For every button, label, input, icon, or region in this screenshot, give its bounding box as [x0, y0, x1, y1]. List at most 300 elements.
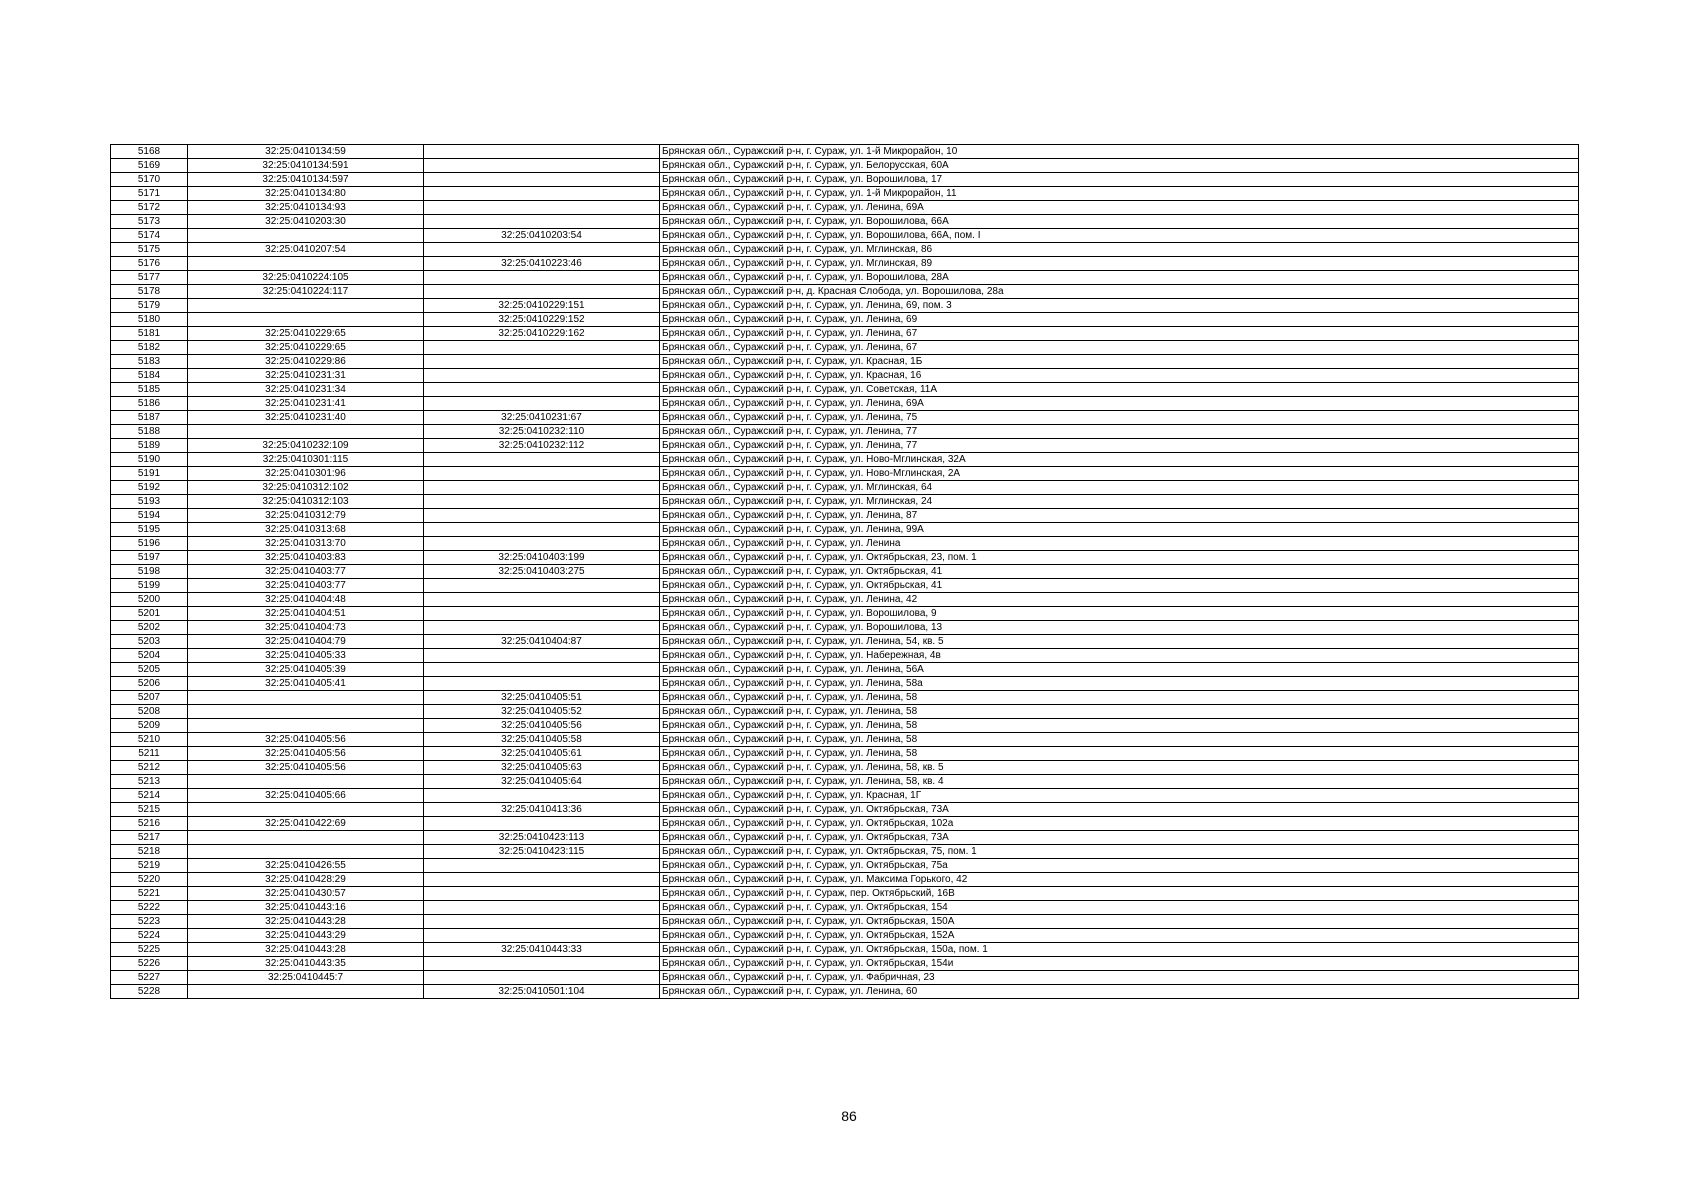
related-cadastral-number-cell	[424, 467, 660, 481]
cadastral-number-cell: 32:25:0410426:55	[188, 859, 424, 873]
related-cadastral-number-cell	[424, 355, 660, 369]
address-cell: Брянская обл., Суражский р-н, г. Сураж, ул. Ворошилова, 9	[660, 607, 1579, 621]
related-cadastral-number-cell: 32:25:0410405:63	[424, 761, 660, 775]
table-row	[111, 453, 1579, 467]
table-row	[111, 635, 1579, 649]
page-number: 86	[841, 1108, 857, 1124]
address-cell: Брянская обл., Суражский р-н, г. Сураж, ул. Ленина, 60	[660, 985, 1579, 999]
row-number-cell: 5190	[111, 453, 188, 467]
cadastral-number-cell: 32:25:0410312:103	[188, 495, 424, 509]
row-number-cell: 5205	[111, 663, 188, 677]
related-cadastral-number-cell	[424, 397, 660, 411]
table-row	[111, 775, 1579, 789]
row-number-cell: 5182	[111, 341, 188, 355]
address-cell: Брянская обл., Суражский р-н, г. Сураж, ул. Ворошилова, 17	[660, 173, 1579, 187]
address-cell: Брянская обл., Суражский р-н, г. Сураж, ул. Октябрьская, 150а, пом. 1	[660, 943, 1579, 957]
address-cell: Брянская обл., Суражский р-н, г. Сураж, ул. Октябрьская, 150А	[660, 915, 1579, 929]
cadastral-number-cell: 32:25:0410231:40	[188, 411, 424, 425]
related-cadastral-number-cell	[424, 621, 660, 635]
related-cadastral-number-cell: 32:25:0410403:275	[424, 565, 660, 579]
cadastral-number-cell: 32:25:0410313:70	[188, 537, 424, 551]
related-cadastral-number-cell: 32:25:0410443:33	[424, 943, 660, 957]
address-cell: Брянская обл., Суражский р-н, г. Сураж, ул. Октябрьская, 102а	[660, 817, 1579, 831]
address-cell: Брянская обл., Суражский р-н, г. Сураж, ул. Октябрьская, 73А	[660, 803, 1579, 817]
cadastral-number-cell: 32:25:0410404:51	[188, 607, 424, 621]
related-cadastral-number-cell: 32:25:0410229:151	[424, 299, 660, 313]
row-number-cell: 5200	[111, 593, 188, 607]
table-row	[111, 439, 1579, 453]
table-row	[111, 565, 1579, 579]
address-cell: Брянская обл., Суражский р-н, г. Сураж, ул. Ленина, 58	[660, 733, 1579, 747]
address-cell: Брянская обл., Суражский р-н, г. Сураж, ул. Октябрьская, 73А	[660, 831, 1579, 845]
table-row	[111, 649, 1579, 663]
cadastral-number-cell: 32:25:0410430:57	[188, 887, 424, 901]
cadastral-number-cell: 32:25:0410443:16	[188, 901, 424, 915]
address-cell: Брянская обл., Суражский р-н, г. Сураж, ул. Ленина, 56А	[660, 663, 1579, 677]
address-cell: Брянская обл., Суражский р-н, г. Сураж, ул. Советская, 11А	[660, 383, 1579, 397]
address-cell: Брянская обл., Суражский р-н, г. Сураж, ул. Ленина, 58а	[660, 677, 1579, 691]
address-cell: Брянская обл., Суражский р-н, г. Сураж, ул. Ленина, 87	[660, 509, 1579, 523]
table-row	[111, 831, 1579, 845]
cadastral-number-cell: 32:25:0410301:115	[188, 453, 424, 467]
address-cell: Брянская обл., Суражский р-н, г. Сураж, ул. Ленина, 69А	[660, 201, 1579, 215]
row-number-cell: 5206	[111, 677, 188, 691]
related-cadastral-number-cell	[424, 215, 660, 229]
table-row	[111, 411, 1579, 425]
address-cell: Брянская обл., Суражский р-н, г. Сураж, ул. Красная, 16	[660, 369, 1579, 383]
related-cadastral-number-cell	[424, 873, 660, 887]
related-cadastral-number-cell: 32:25:0410404:87	[424, 635, 660, 649]
related-cadastral-number-cell	[424, 887, 660, 901]
related-cadastral-number-cell	[424, 509, 660, 523]
cadastral-number-cell: 32:25:0410405:56	[188, 747, 424, 761]
related-cadastral-number-cell: 32:25:0410405:51	[424, 691, 660, 705]
row-number-cell: 5227	[111, 971, 188, 985]
table-row	[111, 607, 1579, 621]
property-registry-table	[110, 144, 1579, 999]
table-row	[111, 691, 1579, 705]
row-number-cell: 5219	[111, 859, 188, 873]
cadastral-number-cell: 32:25:0410443:28	[188, 943, 424, 957]
row-number-cell: 5209	[111, 719, 188, 733]
row-number-cell: 5181	[111, 327, 188, 341]
cadastral-number-cell: 32:25:0410428:29	[188, 873, 424, 887]
cadastral-number-cell: 32:25:0410404:73	[188, 621, 424, 635]
table-row	[111, 271, 1579, 285]
table-row	[111, 425, 1579, 439]
related-cadastral-number-cell: 32:25:0410501:104	[424, 985, 660, 999]
related-cadastral-number-cell	[424, 929, 660, 943]
table-row	[111, 481, 1579, 495]
cadastral-number-cell: 32:25:0410134:93	[188, 201, 424, 215]
table-row	[111, 215, 1579, 229]
related-cadastral-number-cell	[424, 677, 660, 691]
address-cell: Брянская обл., Суражский р-н, г. Сураж, ул. Ново-Мглинская, 2А	[660, 467, 1579, 481]
row-number-cell: 5188	[111, 425, 188, 439]
row-number-cell: 5228	[111, 985, 188, 999]
address-cell: Брянская обл., Суражский р-н, г. Сураж, ул. Ворошилова, 13	[660, 621, 1579, 635]
table-row	[111, 509, 1579, 523]
table-row	[111, 971, 1579, 985]
cadastral-number-cell: 32:25:0410301:96	[188, 467, 424, 481]
row-number-cell: 5174	[111, 229, 188, 243]
row-number-cell: 5168	[111, 145, 188, 159]
address-cell: Брянская обл., Суражский р-н, г. Сураж, ул. Красная, 1Б	[660, 355, 1579, 369]
address-cell: Брянская обл., Суражский р-н, г. Сураж, ул. Ленина	[660, 537, 1579, 551]
cadastral-number-cell: 32:25:0410405:41	[188, 677, 424, 691]
address-cell: Брянская обл., Суражский р-н, г. Сураж, ул. Октябрьская, 154и	[660, 957, 1579, 971]
address-cell: Брянская обл., Суражский р-н, г. Сураж, ул. Октябрьская, 75, пом. 1	[660, 845, 1579, 859]
table-row	[111, 397, 1579, 411]
address-cell: Брянская обл., Суражский р-н, д. Красная Слобода, ул. Ворошилова, 28а	[660, 285, 1579, 299]
cadastral-number-cell	[188, 705, 424, 719]
address-cell: Брянская обл., Суражский р-н, г. Сураж, ул. Максима Горького, 42	[660, 873, 1579, 887]
related-cadastral-number-cell	[424, 481, 660, 495]
row-number-cell: 5195	[111, 523, 188, 537]
related-cadastral-number-cell	[424, 663, 660, 677]
related-cadastral-number-cell: 32:25:0410203:54	[424, 229, 660, 243]
related-cadastral-number-cell: 32:25:0410223:46	[424, 257, 660, 271]
cadastral-number-cell	[188, 803, 424, 817]
table-row	[111, 145, 1579, 159]
table-row	[111, 943, 1579, 957]
related-cadastral-number-cell	[424, 789, 660, 803]
row-number-cell: 5226	[111, 957, 188, 971]
table-row	[111, 747, 1579, 761]
related-cadastral-number-cell	[424, 341, 660, 355]
cadastral-number-cell: 32:25:0410134:591	[188, 159, 424, 173]
row-number-cell: 5202	[111, 621, 188, 635]
related-cadastral-number-cell: 32:25:0410229:152	[424, 313, 660, 327]
cadastral-number-cell: 32:25:0410134:59	[188, 145, 424, 159]
row-number-cell: 5222	[111, 901, 188, 915]
table-row	[111, 355, 1579, 369]
related-cadastral-number-cell: 32:25:0410413:36	[424, 803, 660, 817]
table-row	[111, 285, 1579, 299]
cadastral-number-cell: 32:25:0410405:66	[188, 789, 424, 803]
row-number-cell: 5197	[111, 551, 188, 565]
related-cadastral-number-cell	[424, 369, 660, 383]
table-row	[111, 761, 1579, 775]
related-cadastral-number-cell: 32:25:0410229:162	[424, 327, 660, 341]
table-row	[111, 663, 1579, 677]
related-cadastral-number-cell: 32:25:0410405:58	[424, 733, 660, 747]
address-cell: Брянская обл., Суражский р-н, г. Сураж, ул. Ворошилова, 66А, пом. I	[660, 229, 1579, 243]
row-number-cell: 5203	[111, 635, 188, 649]
row-number-cell: 5192	[111, 481, 188, 495]
cadastral-number-cell: 32:25:0410203:30	[188, 215, 424, 229]
address-cell: Брянская обл., Суражский р-н, г. Сураж, ул. Ленина, 69, пом. 3	[660, 299, 1579, 313]
row-number-cell: 5223	[111, 915, 188, 929]
address-cell: Брянская обл., Суражский р-н, г. Сураж, ул. Ленина, 77	[660, 439, 1579, 453]
cadastral-number-cell: 32:25:0410229:65	[188, 341, 424, 355]
related-cadastral-number-cell	[424, 173, 660, 187]
table-row	[111, 817, 1579, 831]
related-cadastral-number-cell: 32:25:0410232:112	[424, 439, 660, 453]
table-row	[111, 159, 1579, 173]
row-number-cell: 5177	[111, 271, 188, 285]
row-number-cell: 5220	[111, 873, 188, 887]
row-number-cell: 5171	[111, 187, 188, 201]
address-cell: Брянская обл., Суражский р-н, г. Сураж, ул. Ленина, 67	[660, 327, 1579, 341]
cadastral-number-cell	[188, 299, 424, 313]
table-row	[111, 593, 1579, 607]
table-row	[111, 257, 1579, 271]
address-cell: Брянская обл., Суражский р-н, г. Сураж, ул. Красная, 1Г	[660, 789, 1579, 803]
row-number-cell: 5175	[111, 243, 188, 257]
row-number-cell: 5186	[111, 397, 188, 411]
table-row	[111, 383, 1579, 397]
address-cell: Брянская обл., Суражский р-н, г. Сураж, ул. Ленина, 75	[660, 411, 1579, 425]
address-cell: Брянская обл., Суражский р-н, г. Сураж, ул. Октябрьская, 23, пом. 1	[660, 551, 1579, 565]
address-cell: Брянская обл., Суражский р-н, г. Сураж, ул. Мглинская, 64	[660, 481, 1579, 495]
related-cadastral-number-cell	[424, 271, 660, 285]
related-cadastral-number-cell	[424, 593, 660, 607]
cadastral-number-cell: 32:25:0410445:7	[188, 971, 424, 985]
row-number-cell: 5189	[111, 439, 188, 453]
related-cadastral-number-cell	[424, 817, 660, 831]
related-cadastral-number-cell	[424, 579, 660, 593]
table-row	[111, 299, 1579, 313]
table-row	[111, 229, 1579, 243]
row-number-cell: 5216	[111, 817, 188, 831]
address-cell: Брянская обл., Суражский р-н, г. Сураж, ул. Ленина, 58	[660, 691, 1579, 705]
cadastral-number-cell: 32:25:0410231:31	[188, 369, 424, 383]
related-cadastral-number-cell	[424, 145, 660, 159]
table-row	[111, 523, 1579, 537]
related-cadastral-number-cell: 32:25:0410403:199	[424, 551, 660, 565]
row-number-cell: 5176	[111, 257, 188, 271]
cadastral-number-cell: 32:25:0410312:79	[188, 509, 424, 523]
cadastral-number-cell: 32:25:0410405:56	[188, 733, 424, 747]
related-cadastral-number-cell: 32:25:0410231:67	[424, 411, 660, 425]
table-row	[111, 901, 1579, 915]
related-cadastral-number-cell	[424, 971, 660, 985]
address-cell: Брянская обл., Суражский р-н, г. Сураж, ул. Ленина, 67	[660, 341, 1579, 355]
address-cell: Брянская обл., Суражский р-н, г. Сураж, ул. Ворошилова, 28А	[660, 271, 1579, 285]
cadastral-number-cell: 32:25:0410405:56	[188, 761, 424, 775]
table-row	[111, 845, 1579, 859]
related-cadastral-number-cell: 32:25:0410232:110	[424, 425, 660, 439]
row-number-cell: 5187	[111, 411, 188, 425]
row-number-cell: 5191	[111, 467, 188, 481]
table-row	[111, 173, 1579, 187]
related-cadastral-number-cell	[424, 859, 660, 873]
table-row	[111, 915, 1579, 929]
related-cadastral-number-cell	[424, 915, 660, 929]
row-number-cell: 5221	[111, 887, 188, 901]
row-number-cell: 5193	[111, 495, 188, 509]
related-cadastral-number-cell: 32:25:0410423:113	[424, 831, 660, 845]
table-row	[111, 243, 1579, 257]
address-cell: Брянская обл., Суражский р-н, г. Сураж, ул. Мглинская, 24	[660, 495, 1579, 509]
row-number-cell: 5194	[111, 509, 188, 523]
row-number-cell: 5225	[111, 943, 188, 957]
table-row	[111, 803, 1579, 817]
related-cadastral-number-cell	[424, 201, 660, 215]
table-row	[111, 705, 1579, 719]
address-cell: Брянская обл., Суражский р-н, г. Сураж, ул. Октябрьская, 41	[660, 579, 1579, 593]
address-cell: Брянская обл., Суражский р-н, г. Сураж, ул. Ленина, 58	[660, 719, 1579, 733]
row-number-cell: 5172	[111, 201, 188, 215]
cadastral-number-cell: 32:25:0410405:33	[188, 649, 424, 663]
row-number-cell: 5215	[111, 803, 188, 817]
table-body	[111, 145, 1579, 999]
row-number-cell: 5170	[111, 173, 188, 187]
cadastral-number-cell	[188, 775, 424, 789]
table-row	[111, 789, 1579, 803]
table-row	[111, 579, 1579, 593]
row-number-cell: 5204	[111, 649, 188, 663]
address-cell: Брянская обл., Суражский р-н, г. Сураж, ул. Белорусская, 60А	[660, 159, 1579, 173]
cadastral-number-cell: 32:25:0410134:597	[188, 173, 424, 187]
row-number-cell: 5196	[111, 537, 188, 551]
address-cell: Брянская обл., Суражский р-н, г. Сураж, ул. Ворошилова, 66А	[660, 215, 1579, 229]
cadastral-number-cell: 32:25:0410403:77	[188, 579, 424, 593]
address-cell: Брянская обл., Суражский р-н, г. Сураж, ул. Мглинская, 89	[660, 257, 1579, 271]
table-row	[111, 859, 1579, 873]
related-cadastral-number-cell	[424, 901, 660, 915]
cadastral-number-cell: 32:25:0410403:77	[188, 565, 424, 579]
row-number-cell: 5207	[111, 691, 188, 705]
row-number-cell: 5217	[111, 831, 188, 845]
cadastral-number-cell: 32:25:0410224:117	[188, 285, 424, 299]
row-number-cell: 5210	[111, 733, 188, 747]
cadastral-number-cell: 32:25:0410443:29	[188, 929, 424, 943]
related-cadastral-number-cell	[424, 523, 660, 537]
address-cell: Брянская обл., Суражский р-н, г. Сураж, пер. Октябрьский, 16В	[660, 887, 1579, 901]
cadastral-number-cell	[188, 831, 424, 845]
related-cadastral-number-cell	[424, 495, 660, 509]
related-cadastral-number-cell: 32:25:0410423:115	[424, 845, 660, 859]
row-number-cell: 5199	[111, 579, 188, 593]
cadastral-number-cell: 32:25:0410405:39	[188, 663, 424, 677]
cadastral-number-cell: 32:25:0410404:79	[188, 635, 424, 649]
cadastral-number-cell: 32:25:0410207:54	[188, 243, 424, 257]
row-number-cell: 5185	[111, 383, 188, 397]
address-cell: Брянская обл., Суражский р-н, г. Сураж, ул. Фабричная, 23	[660, 971, 1579, 985]
table-row	[111, 929, 1579, 943]
row-number-cell: 5208	[111, 705, 188, 719]
table-row	[111, 201, 1579, 215]
table-row	[111, 733, 1579, 747]
cadastral-number-cell: 32:25:0410422:69	[188, 817, 424, 831]
cadastral-number-cell: 32:25:0410232:109	[188, 439, 424, 453]
cadastral-number-cell: 32:25:0410231:34	[188, 383, 424, 397]
row-number-cell: 5173	[111, 215, 188, 229]
address-cell: Брянская обл., Суражский р-н, г. Сураж, ул. Октябрьская, 154	[660, 901, 1579, 915]
table-row	[111, 467, 1579, 481]
address-cell: Брянская обл., Суражский р-н, г. Сураж, ул. Набережная, 4в	[660, 649, 1579, 663]
cadastral-number-cell	[188, 985, 424, 999]
address-cell: Брянская обл., Суражский р-н, г. Сураж, ул. Октябрьская, 41	[660, 565, 1579, 579]
cadastral-number-cell: 32:25:0410224:105	[188, 271, 424, 285]
cadastral-number-cell: 32:25:0410443:35	[188, 957, 424, 971]
address-cell: Брянская обл., Суражский р-н, г. Сураж, ул. 1-й Микрорайон, 11	[660, 187, 1579, 201]
table-row	[111, 341, 1579, 355]
row-number-cell: 5180	[111, 313, 188, 327]
related-cadastral-number-cell	[424, 957, 660, 971]
related-cadastral-number-cell: 32:25:0410405:52	[424, 705, 660, 719]
table-row	[111, 495, 1579, 509]
related-cadastral-number-cell	[424, 285, 660, 299]
cadastral-number-cell: 32:25:0410229:65	[188, 327, 424, 341]
row-number-cell: 5169	[111, 159, 188, 173]
address-cell: Брянская обл., Суражский р-н, г. Сураж, ул. Ново-Мглинская, 32А	[660, 453, 1579, 467]
related-cadastral-number-cell: 32:25:0410405:61	[424, 747, 660, 761]
address-cell: Брянская обл., Суражский р-н, г. Сураж, ул. Ленина, 69	[660, 313, 1579, 327]
row-number-cell: 5179	[111, 299, 188, 313]
address-cell: Брянская обл., Суражский р-н, г. Сураж, ул. Ленина, 58	[660, 705, 1579, 719]
row-number-cell: 5211	[111, 747, 188, 761]
row-number-cell: 5212	[111, 761, 188, 775]
table-row	[111, 719, 1579, 733]
address-cell: Брянская обл., Суражский р-н, г. Сураж, ул. Октябрьская, 75а	[660, 859, 1579, 873]
address-cell: Брянская обл., Суражский р-н, г. Сураж, ул. Ленина, 54, кв. 5	[660, 635, 1579, 649]
cadastral-number-cell: 32:25:0410312:102	[188, 481, 424, 495]
address-cell: Брянская обл., Суражский р-н, г. Сураж, ул. Мглинская, 86	[660, 243, 1579, 257]
table-row	[111, 985, 1579, 999]
cadastral-number-cell	[188, 719, 424, 733]
address-cell: Брянская обл., Суражский р-н, г. Сураж, ул. Ленина, 77	[660, 425, 1579, 439]
row-number-cell: 5224	[111, 929, 188, 943]
related-cadastral-number-cell	[424, 453, 660, 467]
row-number-cell: 5213	[111, 775, 188, 789]
table-row	[111, 887, 1579, 901]
table-row	[111, 957, 1579, 971]
table-row	[111, 187, 1579, 201]
address-cell: Брянская обл., Суражский р-н, г. Сураж, ул. Ленина, 58, кв. 5	[660, 761, 1579, 775]
cadastral-number-cell: 32:25:0410134:80	[188, 187, 424, 201]
cadastral-number-cell: 32:25:0410231:41	[188, 397, 424, 411]
related-cadastral-number-cell	[424, 187, 660, 201]
row-number-cell: 5214	[111, 789, 188, 803]
cadastral-number-cell	[188, 229, 424, 243]
related-cadastral-number-cell: 32:25:0410405:64	[424, 775, 660, 789]
cadastral-number-cell	[188, 257, 424, 271]
table-row	[111, 551, 1579, 565]
address-cell: Брянская обл., Суражский р-н, г. Сураж, ул. Ленина, 58, кв. 4	[660, 775, 1579, 789]
row-number-cell: 5201	[111, 607, 188, 621]
row-number-cell: 5218	[111, 845, 188, 859]
related-cadastral-number-cell	[424, 649, 660, 663]
cadastral-number-cell: 32:25:0410404:48	[188, 593, 424, 607]
cadastral-number-cell	[188, 691, 424, 705]
table-row	[111, 621, 1579, 635]
address-cell: Брянская обл., Суражский р-н, г. Сураж, ул. Ленина, 99А	[660, 523, 1579, 537]
cadastral-number-cell	[188, 845, 424, 859]
row-number-cell: 5198	[111, 565, 188, 579]
address-cell: Брянская обл., Суражский р-н, г. Сураж, ул. Ленина, 69А	[660, 397, 1579, 411]
related-cadastral-number-cell	[424, 383, 660, 397]
table-row	[111, 677, 1579, 691]
row-number-cell: 5184	[111, 369, 188, 383]
address-cell: Брянская обл., Суражский р-н, г. Сураж, ул. Октябрьская, 152А	[660, 929, 1579, 943]
related-cadastral-number-cell	[424, 607, 660, 621]
address-cell: Брянская обл., Суражский р-н, г. Сураж, ул. 1-й Микрорайон, 10	[660, 145, 1579, 159]
cadastral-number-cell	[188, 425, 424, 439]
row-number-cell: 5183	[111, 355, 188, 369]
cadastral-number-cell: 32:25:0410443:28	[188, 915, 424, 929]
table-row	[111, 537, 1579, 551]
address-cell: Брянская обл., Суражский р-н, г. Сураж, ул. Ленина, 42	[660, 593, 1579, 607]
related-cadastral-number-cell	[424, 537, 660, 551]
table-row	[111, 873, 1579, 887]
related-cadastral-number-cell	[424, 243, 660, 257]
cadastral-number-cell: 32:25:0410229:86	[188, 355, 424, 369]
cadastral-number-cell: 32:25:0410313:68	[188, 523, 424, 537]
address-cell: Брянская обл., Суражский р-н, г. Сураж, ул. Ленина, 58	[660, 747, 1579, 761]
